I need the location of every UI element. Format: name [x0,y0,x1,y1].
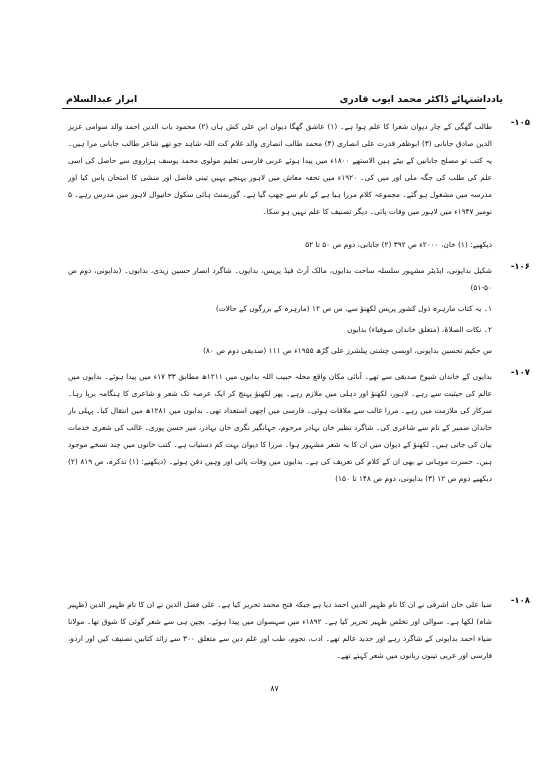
note-text: ضیا علی خان اشرفی نے ان کا نام ظہیر الدین احمد دیا ہے جبکہ فتح محمد تحریر کیا ہے۔ علی فضل الدین نے ان کا نام ظہیر الدین (ظہیر شاہ) لکھا ہے۔ سوالی اور تخلص ظہیر تحریر کیا ہے۔ ۱۸۹۲ء میں سہسوان میں پیدا ہوئے۔ بچپن ہی سے شعر گوئی کا شوق تھا۔ مولانا ضیاء احمد بدایونی کے شاگرد رہے اور جدید عالم تھے۔ ادب، نجوم، طب اور علم دین سے متعلق ۳۰۰ سے زائد کتابیں تصنیف کیں اور اردو، فارسی اور عربی تینوں زبانوں میں شعر کہتے تھے۔ [68,600,492,660]
note-text: طالب گھگی کے چار دیوان شعرا کا علم ہوا ہے۔ (۱) عاشق گھگا دیوان ابن علی کش ہاں (۲) محمود باب الدین احمد والد سوامی عزیز الدین صادق جابانی (۳) ابوظفر قدرت علی انصاری (۴) محمد طالب انصاری والد غلام کت اللہ شاہد جو تھے شاعر طالب جابانی مرا ہیں۔ یہ کتب تو مصلح جابانیں کے بیٹے ہیں الاستھے ۱۸۰۰ء میں پیدا ہوئے عربی فارسی تعلیم مولوی محمد یوسف ہزاروی سے حاصل کی اسی علم کی طلب کی جگہ ملی اور میں کی۔ ۱۹۲۰ء میں تحفہ معاش میں لاہور پہنچے یہیں تینی فاضل اور منشی کا امتحان پاس کیا اور مدرسہ میں مشغول ہو گئے۔ مجموعہ کلام مرزا ہیا ہے کے نام سے چھپ گیا ہے۔ گورنمنٹ ہائی سکول خانیوال لاہور میں مدرس رہے۔ ۵ نومبر ۱۹۴۷ء میں لاہور میں وفات پائی۔ دیگر تصنیف کا علم نہیں ہو سکا۔ [68,122,492,216]
list-item: س حکیم تحسین بدایونی، اویسی چشتی پبلشرز علی گڑھ ۱۹۵۵ء ص ۱۱۱ (صدیقی دوم ص ۸۰) [203,346,492,355]
note-text: شکیل بدایونی، ایڈیٹر مشہور سلسلہ ساحت بدایوں، مالک آرٹ فیڈ پریس، بدایوں۔ شاگرد انصار حسین زیدی، بدایوں۔ (بدایونی، دوم ص ۵۰-۵۱) [68,266,492,292]
note-number: -۱۰۶ [510,262,530,272]
note-number: -۱۰۷ [510,368,530,378]
note-entry [68,368,530,487]
list-item: ۱۔ یہ کتاب مارہرہ ذول کشور پریس لکھنؤ سے، س ص ۱۲ (مارہرہ کے بزرگوں کے حالات) [215,304,492,313]
list-item: ۲۔ نکات الصلاۃ، (متعلق خاندان صوفیاء) بدایوں [347,325,492,334]
note-text: بدایوں کے خاندان شیوخ صدیقی سے تھے۔ آبائی مکان واقع محلہ حبیب اللہ بدایوں میں ۱۲۱۱ھ مطابق ۳۳ ۱۷ء میں پیدا ہوئے۔ بدایوں میں عالم کی حیثیت سے رہے۔ لاہور، لکھنؤ اور دہلی میں ملازم رہے۔ پھر لکھنؤ پہنچ کر ایک عرصہ تک شعر و شاعری کا ہنگامہ برپا رہا۔ سرکار کی ملازمت میں رہے۔ مرزا غالب سے ملاقات ہوئی۔ فارسی میں اچھی استعداد تھی۔ بدایوں میں ۱۲۸۱ھ میں انتقال کیا۔ پہلی بار خاندان ضمیر کے نام سے شاعری کی۔ شاگرد نظیر خان بہادر مرحوم، جہانگیر نگری خان بہادر، میر حسن پوری۔ غالب کی شعری خدمات بیان کی جاتی ہیں۔ لکھنؤ کے دیوان میں ان کا یہ شعر مشہور ہوا۔ مرزا کا دیوان بہت کم دستیاب ہے۔ کتب خانوں میں چند نسخے موجود ہیں۔ حسرت موہانی نے بھی ان کے کلام کی تعریف کی ہے۔ بدایوں میں وفات پائی اور وہیں دفن ہوئے۔ (دیکھیے: (۱) تذکرہ، ص ۸۱۹ (۲) دیکھیے دوم ص ۱۲ (۳) بدایونی، دوم ص ۱۴۸ تا ۱۵۰) [68,372,492,483]
note-entry [68,118,530,220]
note-number: -۱۰۵ [510,118,530,128]
header-rule [62,108,486,109]
note-entry [68,262,530,296]
page-number: ۸۷ [270,684,279,693]
note-number: -۱۰۸ [510,596,530,606]
running-title: یادداشتہائے ڈاکٹر محمد ایوب قادری [339,94,503,105]
note-entry [68,596,530,664]
author-name: ابرار عبدالسلام [66,94,138,105]
note-reference: دیکھیے: (۱) خان، ۲۰۰۰ء ص ۳۹۲ (۲) جابانی، دوم ص ۵۰ تا ۵۲ [305,240,492,249]
